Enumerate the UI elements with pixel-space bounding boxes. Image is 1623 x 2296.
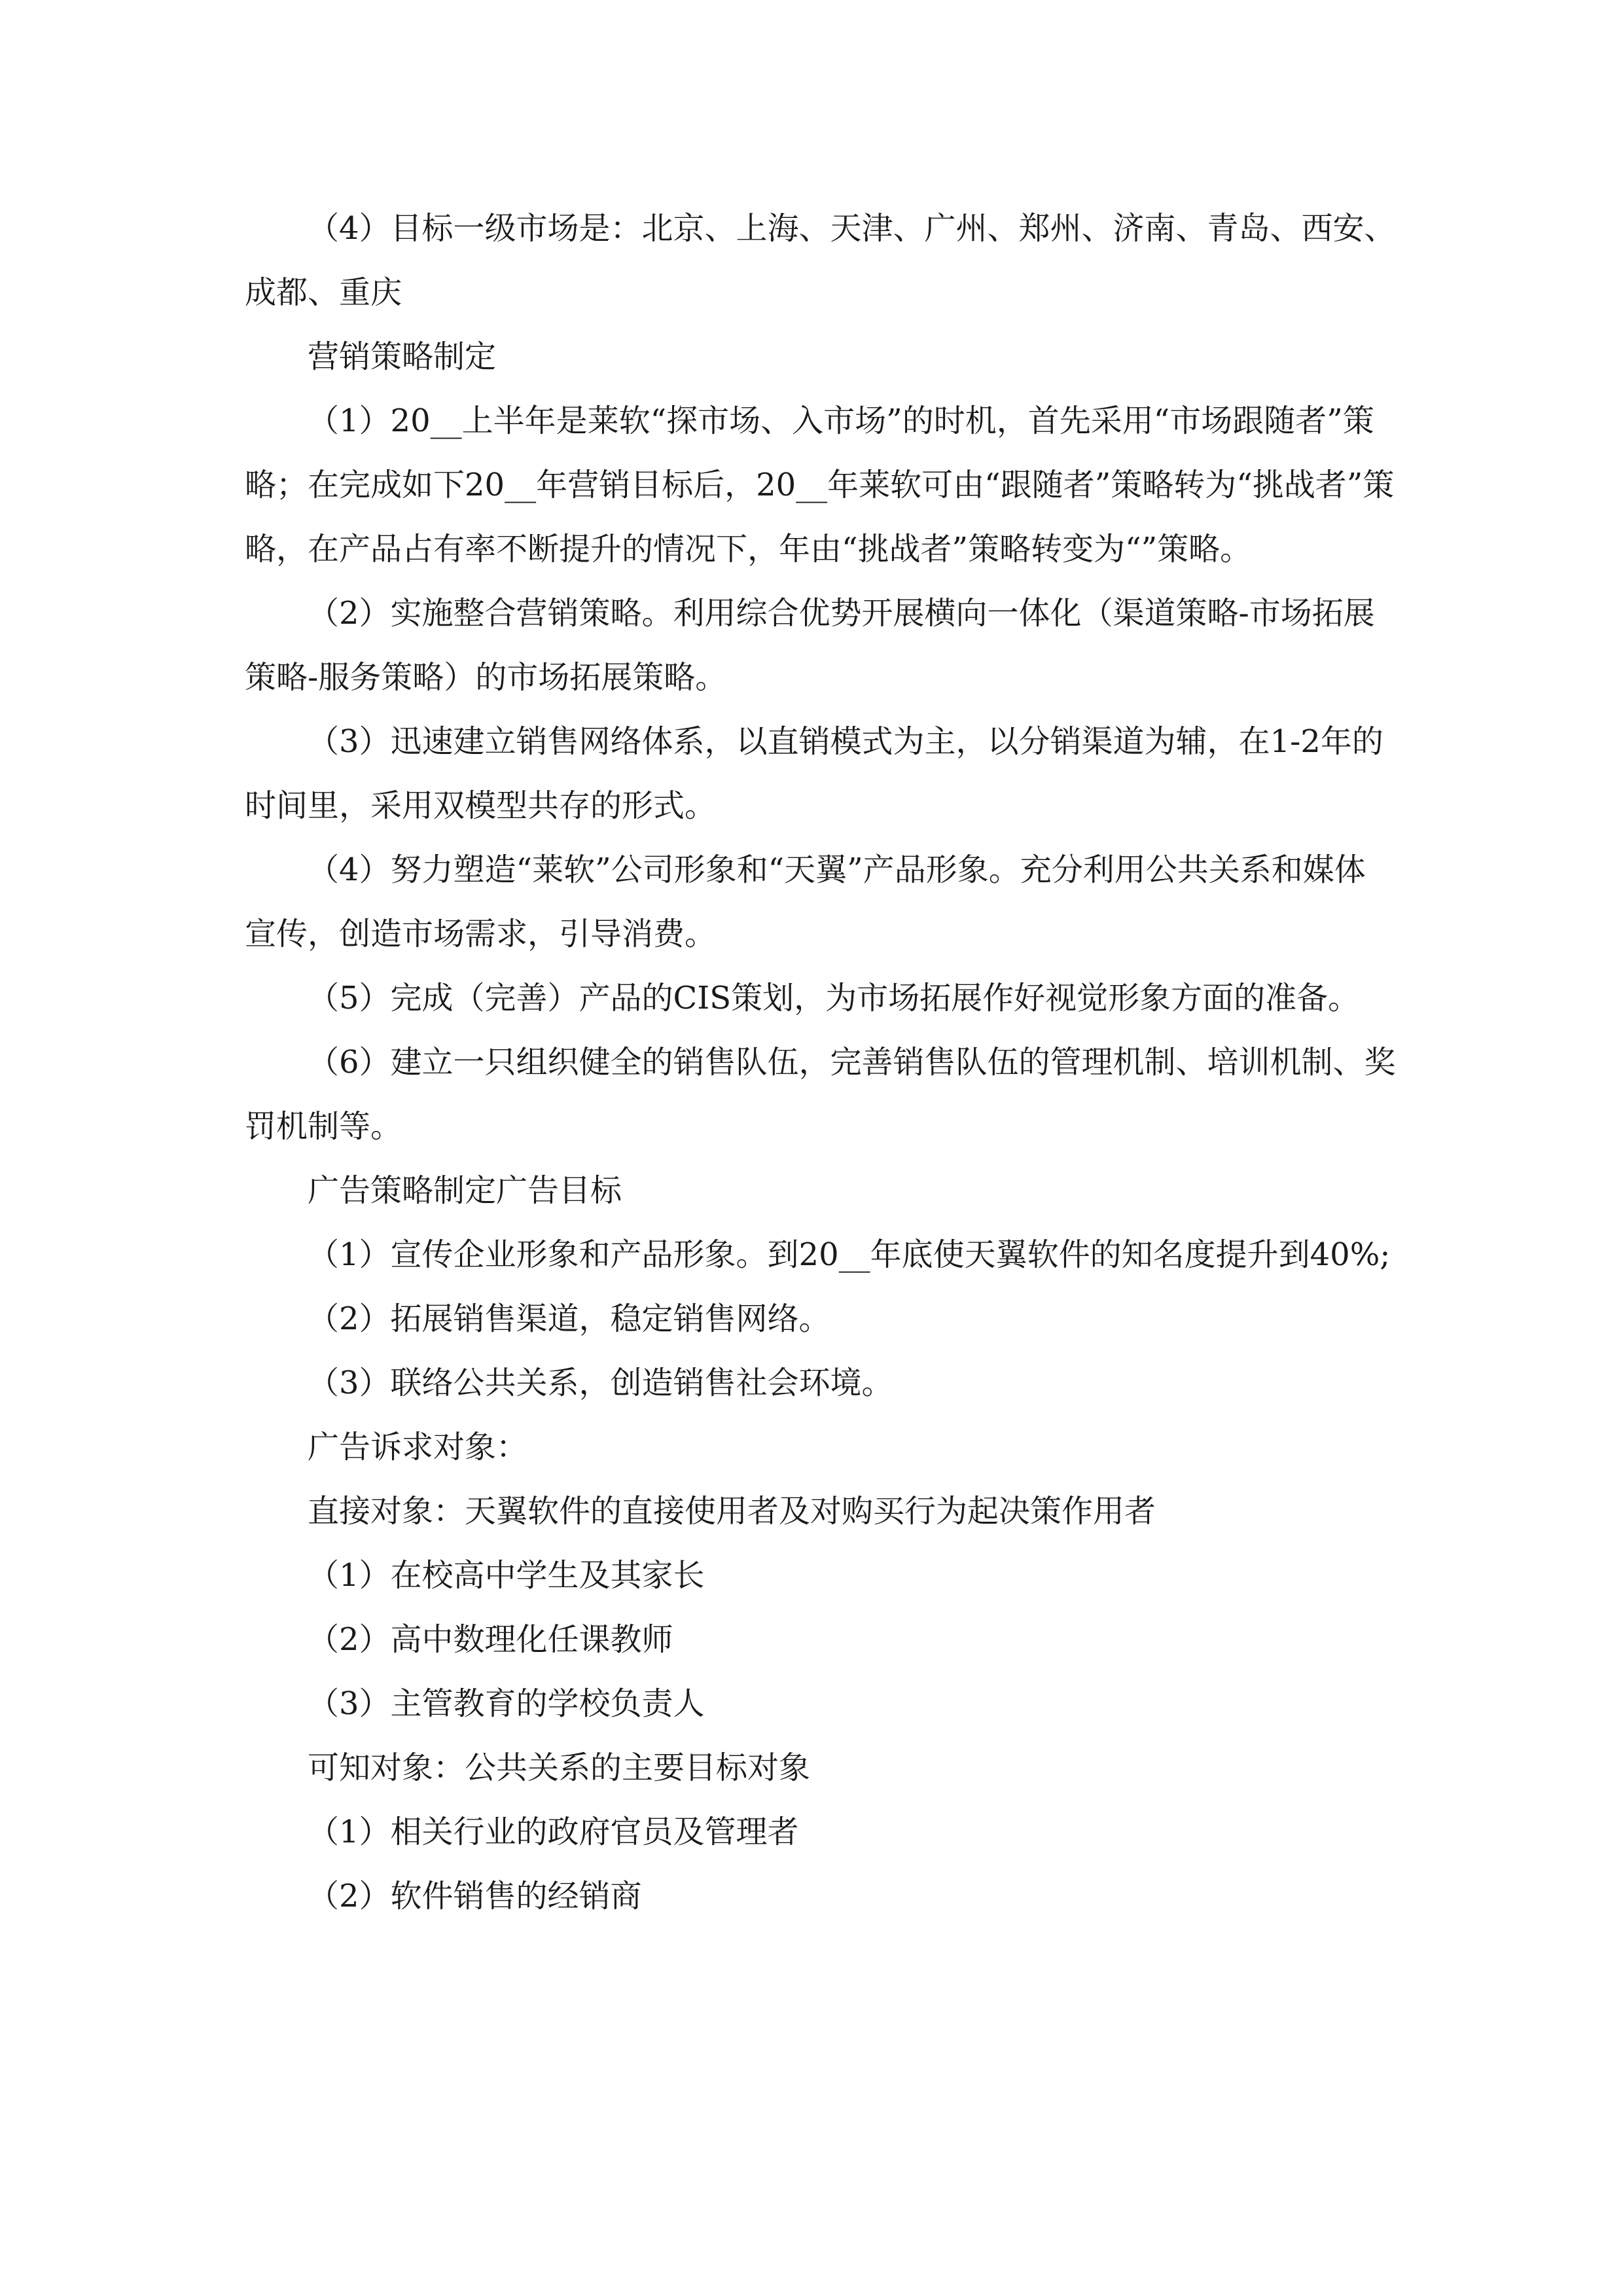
heading-ad-strategy: 广告策略制定广告目标	[308, 1172, 622, 1209]
paragraph-strategy-6: （6）建立一只组织健全的销售队伍，完善销售队伍的管理机制、培训机制、奖罚机制等。	[245, 1044, 1396, 1145]
paragraph-ad-goal-1: （1）宣传企业形象和产品形象。到20__年底使天翼软件的知名度提升到40%;	[308, 1236, 1391, 1273]
list-item-knowable-2: （2）软件销售的经销商	[308, 1878, 642, 1914]
document-page	[245, 196, 1397, 1928]
list-item-direct-1: （1）在校高中学生及其家长	[308, 1557, 705, 1594]
paragraph-ad-goal-3: （3）联络公共关系，创造销售社会环境。	[308, 1365, 893, 1401]
list-item-knowable-1: （1）相关行业的政府官员及管理者	[308, 1814, 799, 1850]
paragraph-strategy-3: （3）迅速建立销售网络体系，以直销模式为主，以分销渠道为辅，在1-2年的时间里，采用双模型共存的形式。	[245, 723, 1383, 824]
paragraph-strategy-1: （1）20__上半年是莱软“探市场、入市场”的时机，首先采用“市场跟随者”策略；在完成如下20__年营销目标后，20__年莱软可由“跟随者”策略转为“挑战者”策略，在产品占有率不断提升的情况下，年由“挑战者”策略转变为“”策略。	[245, 403, 1395, 567]
heading-ad-audience: 广告诉求对象：	[308, 1429, 528, 1465]
paragraph-ad-goal-2: （2）拓展销售渠道，稳定销售网络。	[308, 1300, 830, 1337]
heading-marketing-strategy: 营销策略制定	[308, 338, 497, 375]
list-item-direct-2: （2）高中数理化任课教师	[308, 1621, 673, 1658]
paragraph-target-markets: （4）目标一级市场是：北京、上海、天津、广州、郑州、济南、青岛、西安、成都、重庆	[245, 210, 1396, 311]
list-item-direct-3: （3）主管教育的学校负责人	[308, 1685, 705, 1722]
paragraph-knowable-audience: 可知对象：公共关系的主要目标对象	[308, 1749, 811, 1786]
paragraph-strategy-2: （2）实施整合营销策略。利用综合优势开展横向一体化（渠道策略-市场拓展策略-服务策略）的市场拓展策略。	[245, 595, 1375, 696]
paragraph-direct-audience: 直接对象：天翼软件的直接使用者及对购买行为起决策作用者	[308, 1493, 1156, 1530]
paragraph-strategy-5: （5）完成（完善）产品的CIS策划，为市场拓展作好视觉形象方面的准备。	[308, 980, 1360, 1016]
paragraph-strategy-4: （4）努力塑造“莱软”公司形象和“天翼”产品形象。充分利用公共关系和媒体宣传，创造市场需求，引导消费。	[245, 852, 1366, 952]
